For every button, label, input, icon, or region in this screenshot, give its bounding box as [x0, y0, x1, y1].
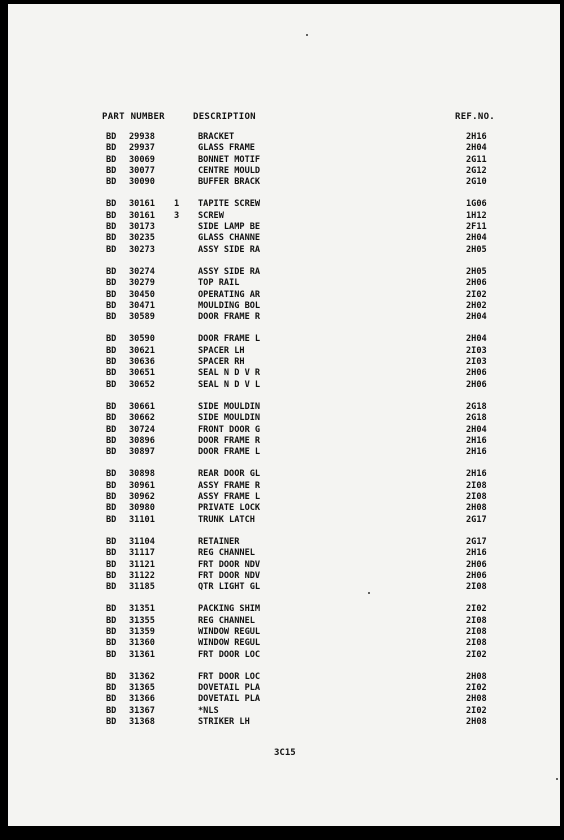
part-ref: 2H04 — [466, 334, 487, 345]
page-code: 3C15 — [274, 748, 296, 758]
part-description: REG CHANNEL — [198, 548, 255, 559]
table-row — [8, 211, 560, 222]
table-row — [8, 694, 560, 705]
part-prefix: BD — [106, 536, 117, 547]
table-row — [8, 672, 560, 683]
part-prefix: BD — [106, 177, 117, 188]
part-prefix: BD — [106, 514, 117, 525]
part-description: REAR DOOR GL — [198, 469, 261, 480]
table-row — [8, 683, 560, 694]
part-ref: 2G17 — [466, 536, 487, 547]
scan-border — [0, 826, 564, 840]
part-number: 30636 — [129, 357, 155, 368]
part-ref: 2G11 — [466, 154, 487, 165]
table-row — [8, 717, 560, 728]
part-prefix: BD — [106, 435, 117, 446]
part-description: GLASS CHANNE — [198, 233, 261, 244]
part-number: 31121 — [129, 559, 155, 570]
part-ref: 2G12 — [466, 165, 487, 176]
part-ref: 2G17 — [466, 514, 487, 525]
part-number: 30980 — [129, 503, 155, 514]
part-ref: 2H08 — [466, 503, 487, 514]
table-row — [8, 537, 560, 548]
part-description: PRIVATE LOCK — [198, 503, 261, 514]
part-number: 30724 — [129, 424, 155, 435]
part-prefix: BD — [106, 278, 117, 289]
table-row — [8, 503, 560, 514]
table-row — [8, 301, 560, 312]
part-ref: 2G10 — [466, 177, 487, 188]
part-description: WINDOW REGUL — [198, 626, 261, 637]
part-description: TAPITE SCREW — [198, 199, 261, 210]
part-description: BRACKET — [198, 132, 235, 142]
part-ref: 2I08 — [466, 615, 487, 626]
part-ref: 1G06 — [466, 199, 487, 210]
part-number: 29938 — [129, 132, 155, 142]
part-ref: 2I03 — [466, 357, 487, 368]
part-group — [8, 199, 560, 255]
part-prefix: BD — [106, 503, 117, 514]
part-prefix: BD — [106, 312, 117, 323]
part-description: STRIKER LH — [198, 717, 250, 728]
part-prefix: BD — [106, 401, 117, 412]
table-row — [8, 368, 560, 379]
part-ref: 2H04 — [466, 143, 487, 154]
part-prefix: BD — [106, 717, 117, 728]
part-prefix: BD — [106, 300, 117, 311]
table-row — [8, 413, 560, 424]
part-number: 30069 — [129, 154, 155, 165]
table-row — [8, 166, 560, 177]
part-ref: 2H08 — [466, 671, 487, 682]
part-prefix: BD — [106, 694, 117, 705]
table-row — [8, 155, 560, 166]
part-qty: 1 — [174, 199, 180, 210]
part-ref: 2H16 — [466, 548, 487, 559]
part-description: WINDOW REGUL — [198, 638, 261, 649]
part-number: 30961 — [129, 480, 155, 491]
table-row — [8, 638, 560, 649]
part-prefix: BD — [106, 379, 117, 390]
part-ref: 1H12 — [466, 210, 487, 221]
part-ref: 2H04 — [466, 312, 487, 323]
part-number: 31122 — [129, 570, 155, 581]
part-number: 31366 — [129, 694, 155, 705]
part-description: FRT DOOR LOC — [198, 649, 261, 660]
part-number: 31185 — [129, 582, 155, 593]
part-ref: 2I02 — [466, 604, 487, 615]
part-description: GLASS FRAME — [198, 143, 255, 154]
document-page — [8, 4, 560, 826]
part-number: 31367 — [129, 705, 155, 716]
part-number: 31117 — [129, 548, 155, 559]
part-description: TRUNK LATCH — [198, 514, 255, 525]
part-ref: 2I08 — [466, 638, 487, 649]
part-prefix: BD — [106, 626, 117, 637]
table-row — [8, 650, 560, 661]
table-row — [8, 582, 560, 593]
table-row — [8, 290, 560, 301]
part-qty: 3 — [174, 210, 180, 221]
part-prefix: BD — [106, 649, 117, 660]
part-ref: 2I02 — [466, 683, 487, 694]
table-row — [8, 627, 560, 638]
part-group — [8, 469, 560, 525]
part-ref: 2H06 — [466, 559, 487, 570]
part-ref: 2H05 — [466, 266, 487, 277]
part-prefix: BD — [106, 638, 117, 649]
part-prefix: BD — [106, 480, 117, 491]
part-number: 31101 — [129, 514, 155, 525]
part-ref: 2H08 — [466, 694, 487, 705]
part-prefix: BD — [106, 368, 117, 379]
part-description: DOOR FRAME L — [198, 334, 261, 345]
part-number: 30898 — [129, 469, 155, 480]
table-row — [8, 425, 560, 436]
part-ref: 2G18 — [466, 401, 487, 412]
part-prefix: BD — [106, 357, 117, 368]
part-description: ASSY FRAME R — [198, 480, 261, 491]
part-number: 30279 — [129, 278, 155, 289]
part-ref: 2H05 — [466, 244, 487, 255]
part-group — [8, 267, 560, 323]
header-part-number: PART NUMBER — [102, 112, 165, 122]
part-number: 31362 — [129, 671, 155, 682]
part-prefix: BD — [106, 548, 117, 559]
part-ref: 2H04 — [466, 233, 487, 244]
part-ref: 2H06 — [466, 570, 487, 581]
part-prefix: BD — [106, 492, 117, 503]
part-ref: 2H04 — [466, 424, 487, 435]
speck — [556, 778, 558, 780]
part-group — [8, 672, 560, 728]
parts-table — [8, 132, 560, 739]
part-description: SEAL N D V R — [198, 368, 261, 379]
part-description: BUFFER BRACK — [198, 177, 261, 188]
table-row — [8, 143, 560, 154]
table-row — [8, 492, 560, 503]
part-number: 31104 — [129, 536, 155, 547]
part-ref: 2H02 — [466, 300, 487, 311]
part-ref: 2F11 — [466, 222, 487, 233]
table-row — [8, 616, 560, 627]
part-ref: 2H16 — [466, 447, 487, 458]
table-row — [8, 334, 560, 345]
part-number: 30652 — [129, 379, 155, 390]
table-row — [8, 571, 560, 582]
part-number: 30590 — [129, 334, 155, 345]
part-ref: 2I02 — [466, 705, 487, 716]
part-ref: 2I02 — [466, 289, 487, 300]
part-number: 30090 — [129, 177, 155, 188]
table-row — [8, 177, 560, 188]
part-number: 30897 — [129, 447, 155, 458]
table-row — [8, 222, 560, 233]
table-row — [8, 402, 560, 413]
part-number: 31351 — [129, 604, 155, 615]
header-ref-no: REF.NO. — [455, 112, 496, 122]
part-prefix: BD — [106, 210, 117, 221]
part-group — [8, 402, 560, 458]
table-row — [8, 560, 560, 571]
part-ref: 2H16 — [466, 469, 487, 480]
part-prefix: BD — [106, 154, 117, 165]
part-group — [8, 604, 560, 660]
part-prefix: BD — [106, 199, 117, 210]
part-description: SEAL N D V L — [198, 379, 261, 390]
table-row — [8, 233, 560, 244]
part-prefix: BD — [106, 289, 117, 300]
speck — [306, 34, 308, 36]
part-prefix: BD — [106, 447, 117, 458]
part-prefix: BD — [106, 604, 117, 615]
part-description: FRT DOOR LOC — [198, 671, 261, 682]
table-row — [8, 346, 560, 357]
part-description: DOOR FRAME L — [198, 447, 261, 458]
part-number: 30621 — [129, 345, 155, 356]
part-description: SCREW — [198, 210, 224, 221]
part-description: REG CHANNEL — [198, 615, 255, 626]
part-number: 30274 — [129, 266, 155, 277]
table-row — [8, 515, 560, 526]
part-number: 30662 — [129, 413, 155, 424]
part-prefix: BD — [106, 424, 117, 435]
part-description: ASSY SIDE RA — [198, 244, 261, 255]
part-number: 31359 — [129, 626, 155, 637]
part-ref: 2H06 — [466, 379, 487, 390]
part-prefix: BD — [106, 132, 117, 142]
part-description: FRONT DOOR G — [198, 424, 261, 435]
table-row — [8, 357, 560, 368]
part-ref: 2H16 — [466, 132, 487, 142]
part-description: MOULDING BOL — [198, 300, 261, 311]
part-description: CENTRE MOULD — [198, 165, 261, 176]
part-description: OPERATING AR — [198, 289, 261, 300]
header-description: DESCRIPTION — [193, 112, 256, 122]
part-number: 29937 — [129, 143, 155, 154]
part-description: PACKING SHIM — [198, 604, 261, 615]
part-ref: 2I08 — [466, 582, 487, 593]
part-prefix: BD — [106, 671, 117, 682]
part-number: 30273 — [129, 244, 155, 255]
part-description: DOOR FRAME R — [198, 435, 261, 446]
part-ref: 2H16 — [466, 435, 487, 446]
part-group — [8, 132, 560, 188]
part-prefix: BD — [106, 683, 117, 694]
table-row — [8, 380, 560, 391]
part-number: 31361 — [129, 649, 155, 660]
part-description: FRT DOOR NDV — [198, 559, 261, 570]
part-ref: 2I08 — [466, 626, 487, 637]
part-description: FRT DOOR NDV — [198, 570, 261, 581]
part-description: DOOR FRAME R — [198, 312, 261, 323]
table-row — [8, 132, 560, 143]
part-number: 30962 — [129, 492, 155, 503]
part-prefix: BD — [106, 615, 117, 626]
part-number: 31368 — [129, 717, 155, 728]
part-prefix: BD — [106, 233, 117, 244]
part-description: *NLS — [198, 705, 219, 716]
part-prefix: BD — [106, 705, 117, 716]
part-group — [8, 537, 560, 593]
table-row — [8, 267, 560, 278]
part-description: QTR LIGHT GL — [198, 582, 261, 593]
part-prefix: BD — [106, 345, 117, 356]
part-description: SPACER LH — [198, 345, 245, 356]
part-description: SIDE LAMP BE — [198, 222, 261, 233]
table-row — [8, 604, 560, 615]
part-ref: 2I08 — [466, 492, 487, 503]
part-description: SPACER RH — [198, 357, 245, 368]
part-number: 30651 — [129, 368, 155, 379]
part-ref: 2H08 — [466, 717, 487, 728]
part-number: 30161 — [129, 199, 155, 210]
part-ref: 2I03 — [466, 345, 487, 356]
table-row — [8, 245, 560, 256]
part-prefix: BD — [106, 469, 117, 480]
part-prefix: BD — [106, 559, 117, 570]
table-row — [8, 548, 560, 559]
part-ref: 2H06 — [466, 368, 487, 379]
part-ref: 2G18 — [466, 413, 487, 424]
part-description: SIDE MOULDIN — [198, 413, 261, 424]
part-description: ASSY SIDE RA — [198, 266, 261, 277]
part-prefix: BD — [106, 582, 117, 593]
table-row — [8, 278, 560, 289]
part-number: 31365 — [129, 683, 155, 694]
part-number: 30661 — [129, 401, 155, 412]
part-number: 30173 — [129, 222, 155, 233]
part-number: 30471 — [129, 300, 155, 311]
part-number: 31355 — [129, 615, 155, 626]
part-group — [8, 334, 560, 390]
part-prefix: BD — [106, 413, 117, 424]
part-description: SIDE MOULDIN — [198, 401, 261, 412]
part-number: 31360 — [129, 638, 155, 649]
part-description: RETAINER — [198, 536, 240, 547]
part-number: 30896 — [129, 435, 155, 446]
part-number: 30161 — [129, 210, 155, 221]
part-prefix: BD — [106, 165, 117, 176]
part-number: 30589 — [129, 312, 155, 323]
table-row — [8, 469, 560, 480]
part-description: BONNET MOTIF — [198, 154, 261, 165]
part-description: TOP RAIL — [198, 278, 240, 289]
part-ref: 2I02 — [466, 649, 487, 660]
part-number: 30450 — [129, 289, 155, 300]
part-description: DOVETAIL PLA — [198, 683, 261, 694]
table-row — [8, 436, 560, 447]
table-row — [8, 706, 560, 717]
part-prefix: BD — [106, 334, 117, 345]
part-ref: 2I08 — [466, 480, 487, 491]
table-row — [8, 199, 560, 210]
table-row — [8, 312, 560, 323]
part-number: 30077 — [129, 165, 155, 176]
part-description: DOVETAIL PLA — [198, 694, 261, 705]
part-prefix: BD — [106, 222, 117, 233]
part-number: 30235 — [129, 233, 155, 244]
part-prefix: BD — [106, 244, 117, 255]
table-row — [8, 447, 560, 458]
part-prefix: BD — [106, 143, 117, 154]
table-row — [8, 481, 560, 492]
part-description: ASSY FRAME L — [198, 492, 261, 503]
part-prefix: BD — [106, 266, 117, 277]
part-ref: 2H06 — [466, 278, 487, 289]
part-prefix: BD — [106, 570, 117, 581]
